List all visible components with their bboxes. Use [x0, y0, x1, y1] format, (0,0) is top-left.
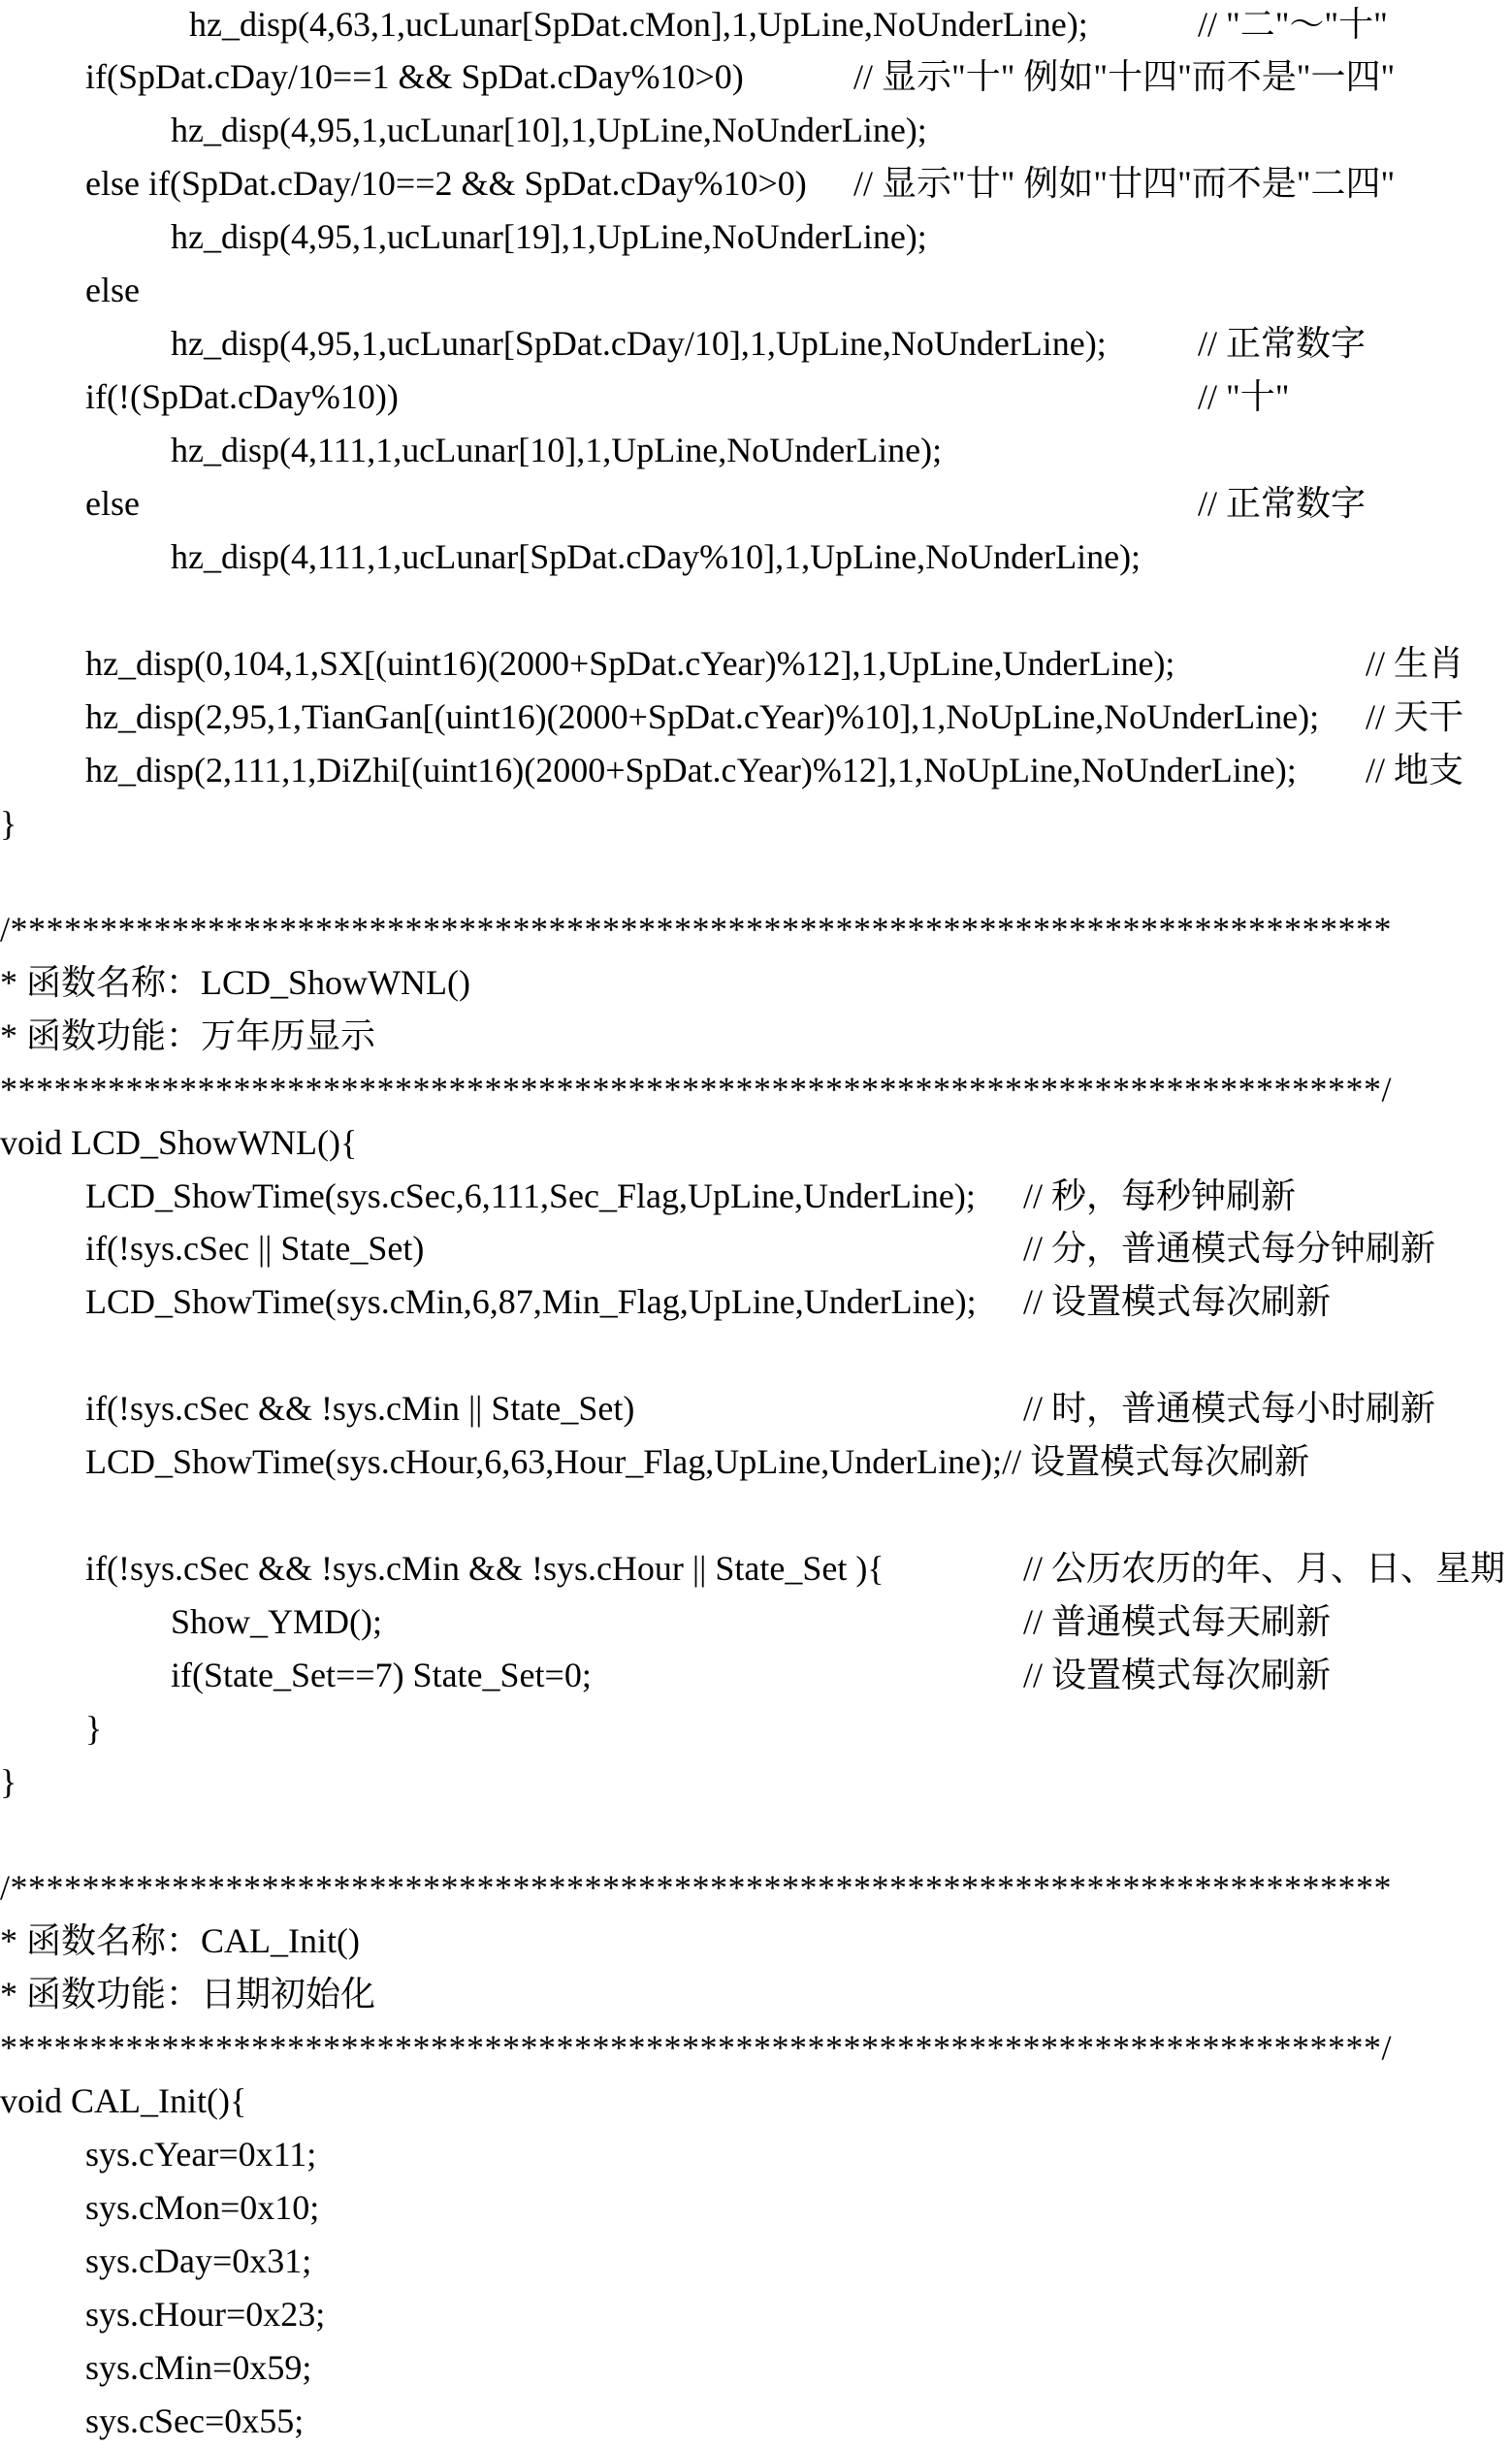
code-text: hz_disp(0,104,1,SX[(uint16)(2000+SpDat.cYear)%12],1,UpLine,UnderLine); — [85, 644, 1175, 683]
code-line — [0, 637, 1512, 691]
code-text: hz_disp(2,95,1,TianGan[(uint16)(2000+SpDat.cYear)%10],1,NoUpLine,NoUnderLine); — [85, 697, 1320, 736]
code-line — [0, 317, 1512, 370]
code-text: * 函数功能：日期初始化 — [0, 1975, 376, 2013]
code-line — [0, 1702, 1512, 1755]
code-text: * 函数名称：LCD_ShowWNL() — [0, 963, 470, 1002]
code-line — [0, 1435, 1512, 1489]
code-text: *****************************************************************************/ — [0, 1070, 1393, 1109]
code-text: else — [85, 271, 140, 309]
code-comment: // 正常数字 — [1198, 484, 1367, 523]
code-line — [0, 50, 1512, 104]
code-line — [0, 1170, 1512, 1223]
code-comment: // "十" — [1198, 377, 1290, 416]
code-line — [0, 1116, 1512, 1170]
code-line — [0, 2341, 1512, 2395]
code-comment: // 天干 — [1366, 697, 1464, 736]
code-text: sys.cYear=0x11; — [85, 2135, 317, 2174]
code-text: hz_disp(4,95,1,ucLunar[19],1,UpLine,NoUnderLine); — [171, 217, 927, 256]
code-comment: // 显示"十" 例如"十四"而不是"一四" — [853, 57, 1396, 96]
code-text: if(!sys.cSec || State_Set) — [85, 1229, 425, 1268]
code-line — [0, 477, 1512, 531]
code-line — [0, 1649, 1512, 1702]
code-line — [0, 1755, 1512, 1809]
code-line — [0, 691, 1512, 744]
code-line — [0, 2021, 1512, 2075]
code-text: hz_disp(4,111,1,ucLunar[10],1,UpLine,NoUnderLine); — [171, 431, 943, 469]
code-text: hz_disp(4,95,1,ucLunar[SpDat.cDay/10],1,UpLine,NoUnderLine); — [171, 324, 1107, 363]
code-text: } — [85, 1709, 103, 1748]
code-line — [0, 1010, 1512, 1063]
code-text: sys.cSec=0x55; — [85, 2401, 305, 2440]
code-comment: // 公历农历的年、月、日、星期 — [1023, 1549, 1506, 1588]
code-line — [0, 2288, 1512, 2341]
code-line — [0, 1222, 1512, 1275]
code-text: sys.cMon=0x10; — [85, 2188, 320, 2227]
code-line — [0, 797, 1512, 851]
code-line — [0, 903, 1512, 956]
code-line — [0, 157, 1512, 210]
code-text: if(SpDat.cDay/10==1 && SpDat.cDay%10>0) — [85, 57, 744, 96]
code-line — [0, 104, 1512, 157]
code-line — [0, 744, 1512, 797]
code-text: hz_disp(4,95,1,ucLunar[10],1,UpLine,NoUnderLine); — [171, 111, 927, 149]
code-comment: // 生肖 — [1366, 644, 1464, 683]
code-text: void LCD_ShowWNL(){ — [0, 1123, 358, 1162]
code-text: if(!sys.cSec && !sys.cMin && !sys.cHour || State_Set ){ — [85, 1549, 885, 1588]
code-text: LCD_ShowTime(sys.cMin,6,87,Min_Flag,UpLine,UnderLine); — [85, 1282, 977, 1321]
code-text: /***************************************************************************** — [0, 910, 1393, 949]
code-text: } — [0, 1762, 17, 1801]
code-comment: // 普通模式每天刷新 — [1023, 1602, 1332, 1641]
code-line — [0, 424, 1512, 477]
code-line — [0, 1595, 1512, 1649]
code-line — [0, 1542, 1512, 1595]
code-text: LCD_ShowTime(sys.cHour,6,63,Hour_Flag,UpLine,UnderLine);// 设置模式每次刷新 — [85, 1442, 1310, 1481]
code-text: else if(SpDat.cDay/10==2 && SpDat.cDay%10>0) — [85, 164, 807, 203]
code-text: * 函数名称：CAL_Init() — [0, 1921, 360, 1960]
code-text: sys.cMin=0x59; — [85, 2348, 312, 2387]
code-comment: // 显示"廿" 例如"廿四"而不是"二四" — [853, 164, 1396, 203]
code-line — [0, 0, 1512, 51]
code-comment: // 分，普通模式每分钟刷新 — [1023, 1229, 1436, 1268]
code-text: sys.cHour=0x23; — [85, 2295, 326, 2334]
code-comment: // 地支 — [1366, 751, 1464, 789]
code-line — [0, 2128, 1512, 2181]
code-text: else — [85, 484, 140, 523]
code-text: Show_YMD(); — [171, 1602, 383, 1641]
code-line — [0, 956, 1512, 1010]
code-text: * 函数功能：万年历显示 — [0, 1016, 376, 1055]
code-line — [0, 370, 1512, 424]
code-line — [0, 1063, 1512, 1116]
code-text: sys.cDay=0x31; — [85, 2241, 312, 2280]
code-comment: // 设置模式每次刷新 — [1023, 1282, 1332, 1321]
code-comment: // 设置模式每次刷新 — [1023, 1656, 1332, 1694]
code-line — [0, 1968, 1512, 2021]
code-line — [0, 531, 1512, 584]
code-line — [0, 2395, 1512, 2448]
code-text: *****************************************************************************/ — [0, 2028, 1393, 2067]
code-text: hz_disp(4,111,1,ucLunar[SpDat.cDay%10],1,UpLine,NoUnderLine); — [171, 537, 1142, 576]
code-text: hz_disp(4,63,1,ucLunar[SpDat.cMon],1,UpLine,NoUnderLine); — [189, 5, 1088, 44]
code-line — [0, 2075, 1512, 2128]
code-comment: // 秒，每秒钟刷新 — [1023, 1176, 1297, 1215]
code-line — [0, 264, 1512, 317]
code-line — [0, 1275, 1512, 1329]
code-text: if(!sys.cSec && !sys.cMin || State_Set) — [85, 1389, 635, 1428]
code-comment: // "二"～"十" — [1198, 5, 1388, 44]
code-text: /***************************************************************************** — [0, 1868, 1393, 1907]
code-text: } — [0, 804, 17, 843]
code-text: void CAL_Init(){ — [0, 2081, 247, 2120]
code-text: hz_disp(2,111,1,DiZhi[(uint16)(2000+SpDat.cYear)%12],1,NoUpLine,NoUnderLine); — [85, 751, 1297, 789]
code-comment: // 时，普通模式每小时刷新 — [1023, 1389, 1436, 1428]
code-line — [0, 1915, 1512, 1968]
code-text: if(State_Set==7) State_Set=0; — [171, 1656, 592, 1694]
code-line — [0, 210, 1512, 264]
code-line — [0, 2181, 1512, 2235]
code-text: if(!(SpDat.cDay%10)) — [85, 377, 399, 416]
code-line — [0, 1861, 1512, 1915]
code-text: LCD_ShowTime(sys.cSec,6,111,Sec_Flag,UpLine,UnderLine); — [85, 1176, 976, 1215]
code-line — [0, 2235, 1512, 2288]
code-line — [0, 1382, 1512, 1435]
code-comment: // 正常数字 — [1198, 324, 1367, 363]
